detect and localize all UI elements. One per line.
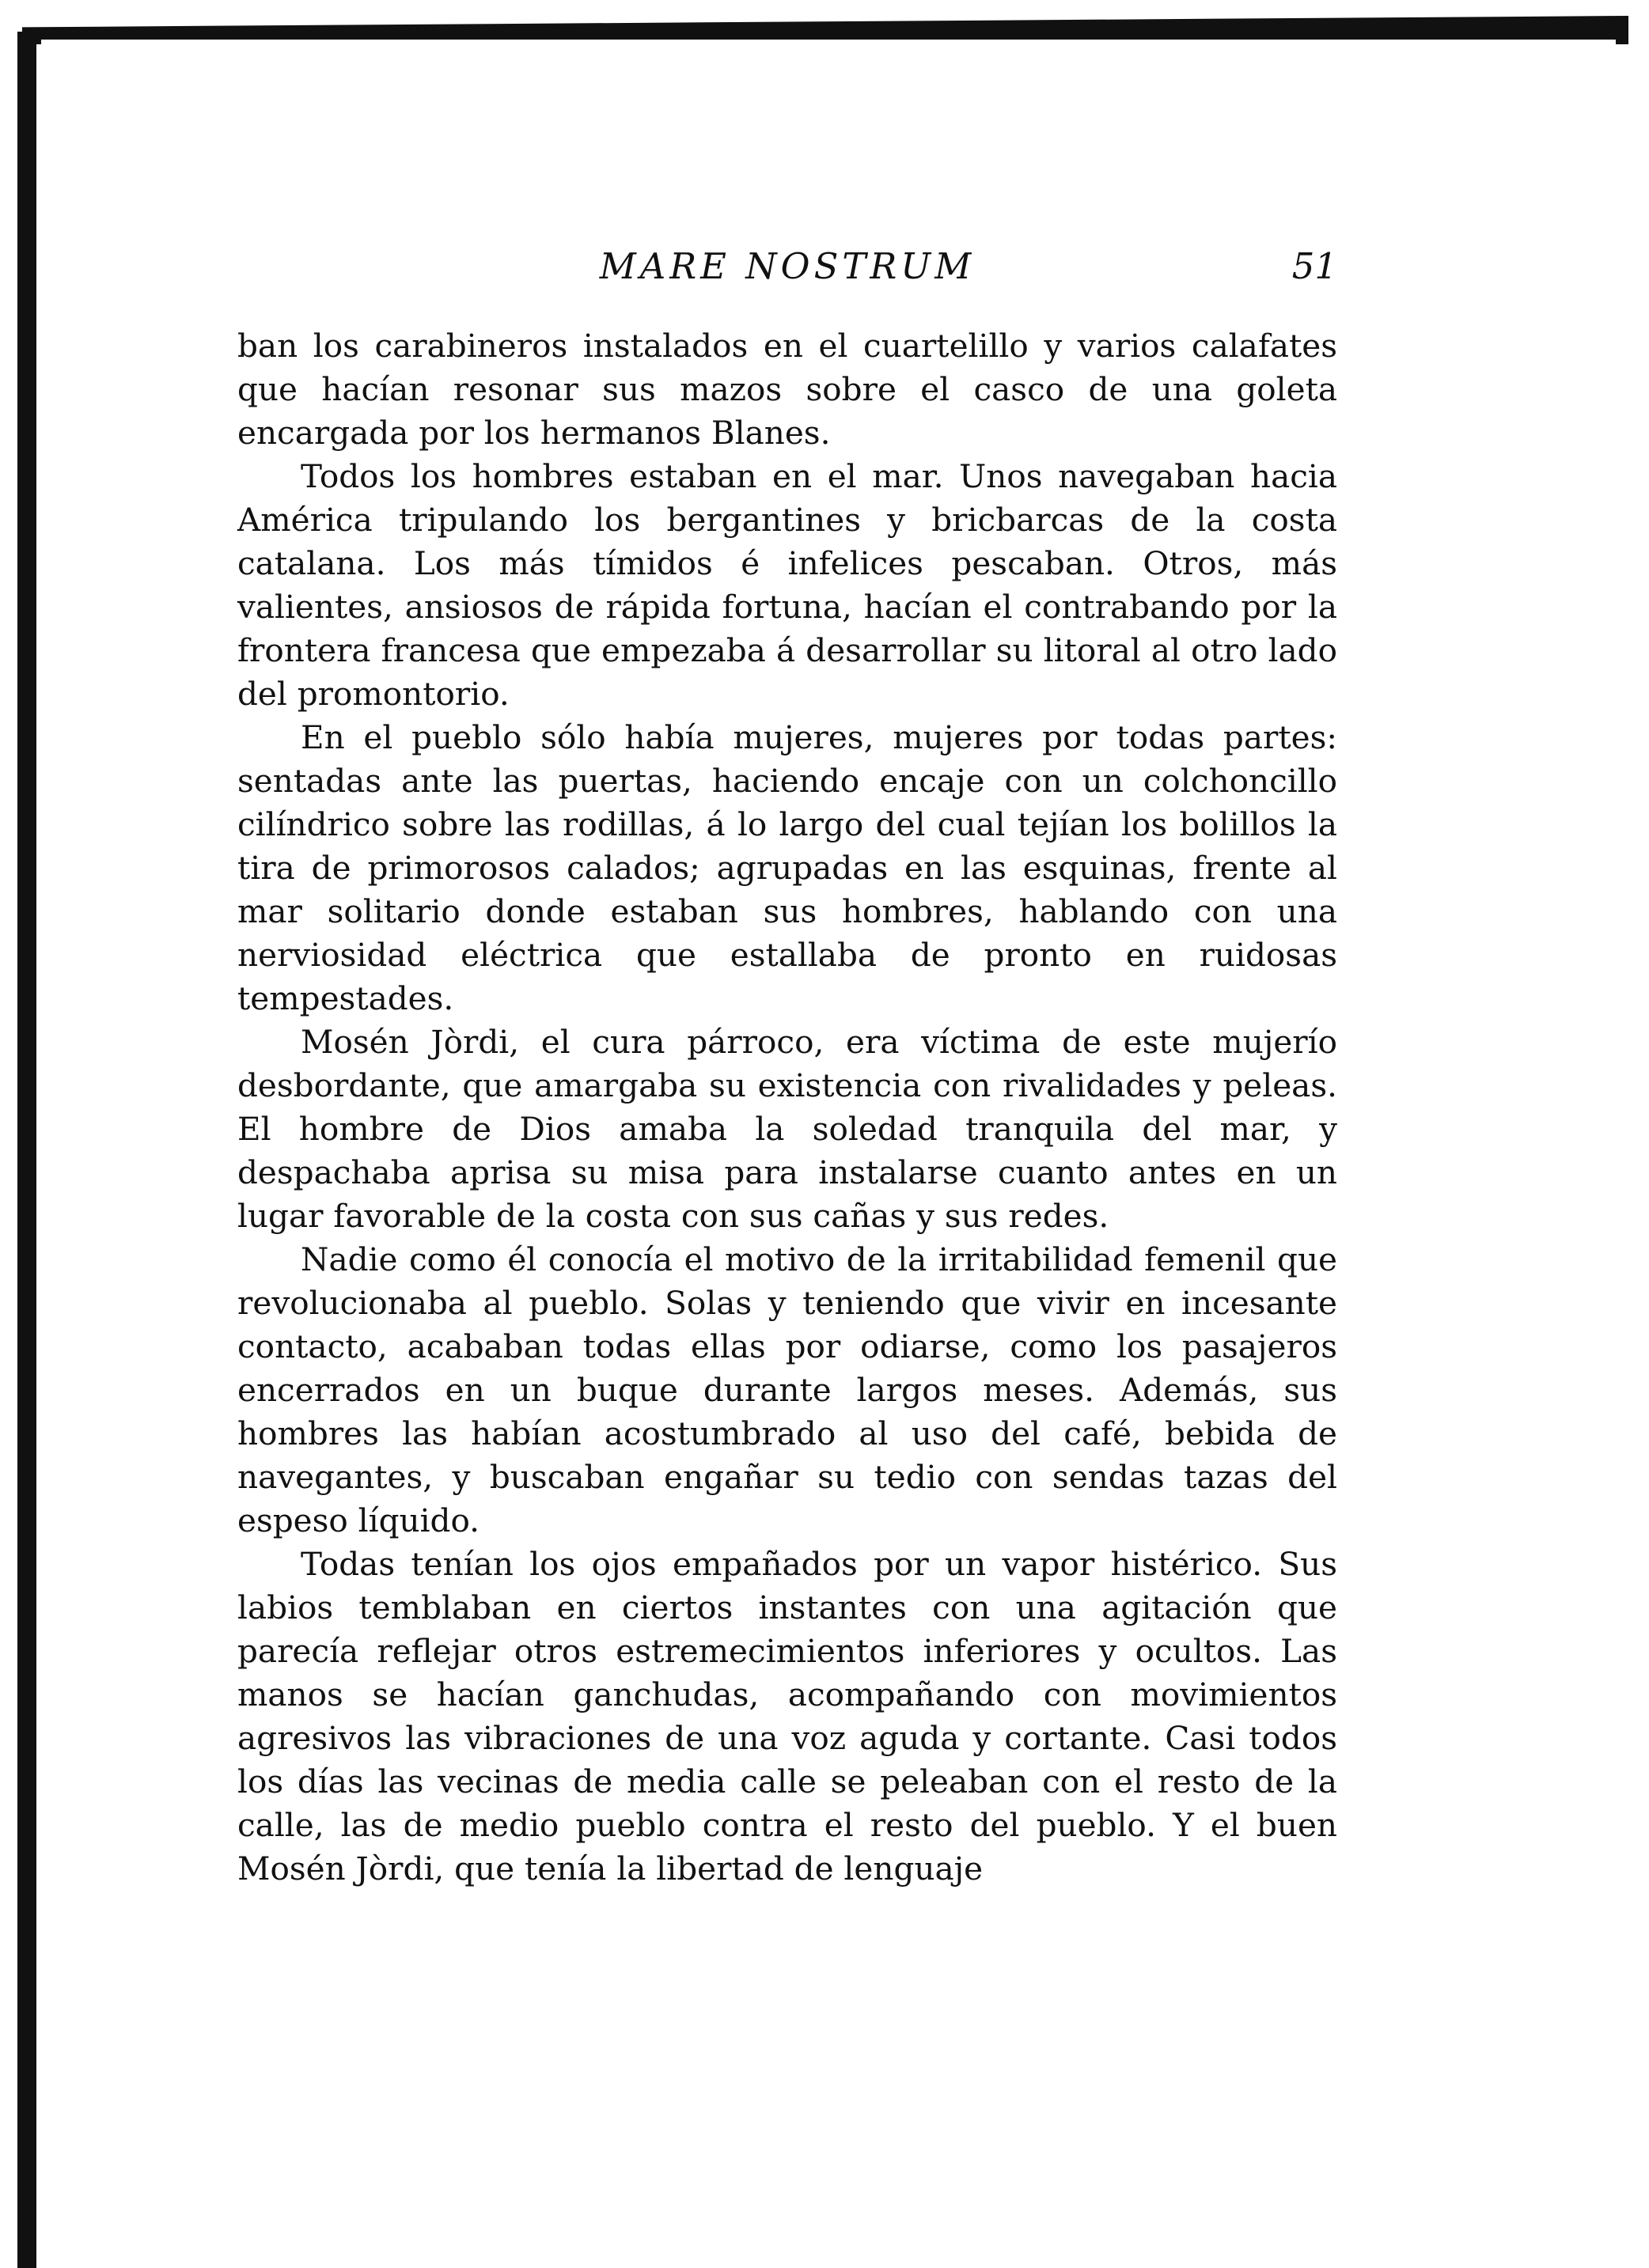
paragraph: Nadie como él conocía el motivo de la irritabilidad femenil que revolucionaba al pueblo. Solas y teniendo que vivir en incesante contacto, acababan todas ellas por odiarse, como los pasajeros encerrados en un buque durante largos meses. Además, sus hombres las habían acostumbrado al uso del café, bebida de navegantes, y buscaban engañar su tedio con sendas tazas del espeso líquido.: [237, 1240, 1337, 1539]
paragraph: Todos los hombres estaban en el mar. Unos navegaban hacia América tripulando los bergantines y bricbarcas de la costa catalana. Los más tímidos é infelices pescaban. Otros, más valientes, ansiosos de rápida fortuna, hacían el contrabando por la frontera francesa que empezaba á desarrollar su litoral al otro lado del promontorio.: [237, 457, 1337, 713]
paragraph: Todas tenían los ojos empañados por un vapor histérico. Sus labios temblaban en ciertos instantes con una agitación que parecía reflejar otros estremecimientos inferiores y ocultos. Las manos se hacían ganchudas, acompañando con movimientos agresivos las vibraciones de una voz aguda y cortante. Casi todos los días las vecinas de media calle se peleaban con el resto de la calle, las de medio pueblo contra el resto del pueblo. Y el buen Mosén Jòrdi, que tenía la libertad de lenguaje: [237, 1545, 1337, 1887]
page-number: 51: [1291, 245, 1337, 287]
paragraph: En el pueblo sólo había mujeres, mujeres por todas partes: sentadas ante las puertas, haciendo encaje con un colchoncillo cilíndrico sobre las rodillas, á lo largo del cual tejían los bolillos la tira de primorosos calados; agrupadas en las esquinas, frente al mar solitario donde estaban sus hombres, hablando con una nerviosidad eléctrica que estallaba de pronto en ruidosas tempestades.: [237, 718, 1337, 1017]
running-title: MARE NOSTRUM: [599, 245, 976, 287]
scan-edge-top-inner: [41, 40, 1616, 49]
paragraph-continued: ban los carabineros instalados en el cuartelillo y varios calafates que hacían resonar sus mazos sobre el casco de una goleta encargada por los hermanos Blanes.: [237, 327, 1337, 452]
scan-edge-left: [17, 32, 36, 2268]
book-page: [237, 237, 1337, 1891]
running-head: [237, 237, 1337, 301]
body-text: [237, 324, 1337, 1891]
paragraph: Mosén Jòrdi, el cura párroco, era víctima de este mujerío desbordante, que amargaba su existencia con rivalidades y peleas. El hombre de Dios amaba la soledad tranquila del mar, y despachaba aprisa su misa para instalarse cuanto antes en un lugar favorable de la costa con sus cañas y sus redes.: [237, 1023, 1337, 1235]
